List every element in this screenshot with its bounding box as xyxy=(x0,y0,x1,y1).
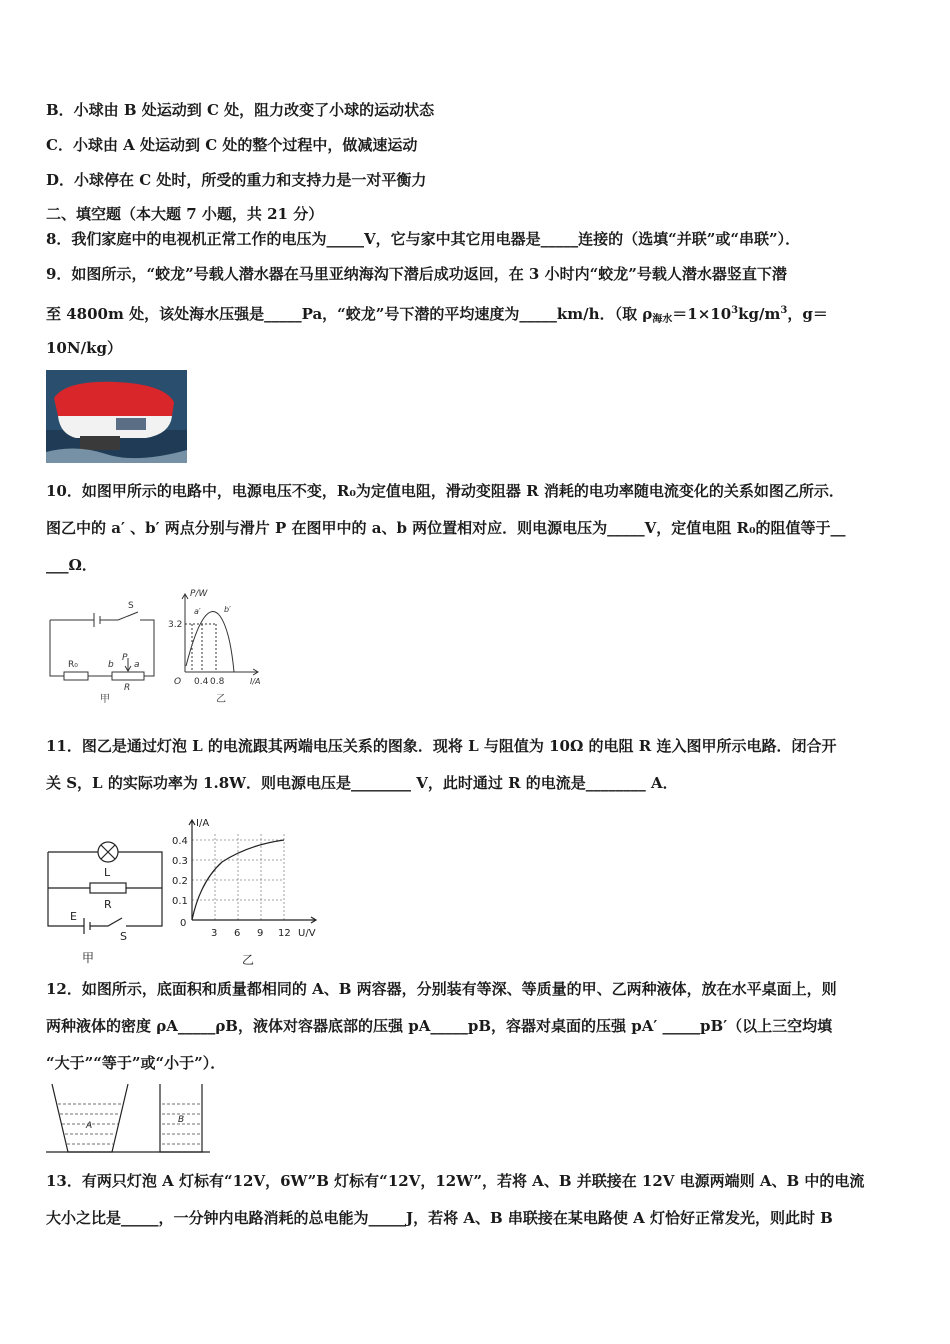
question-13-line-1: 13．有两只灯泡 A 灯标有“12V，6W”B 灯标有“12V，12W”，若将 A、B 并联接在 12V 电源两端则 A、B 中的电流 xyxy=(46,1172,865,1190)
q10-rheostat xyxy=(112,672,144,680)
section-title: 二、填空题（本大题 7 小题，共 21 分） xyxy=(46,205,324,223)
q10-x-axis xyxy=(185,669,258,675)
option-c: C．小球由 A 处运动到 C 处的整个过程中，做减速运动 xyxy=(46,136,418,154)
q9-text-d: ，g＝ xyxy=(787,305,828,323)
q10-circuit-diagram xyxy=(46,596,164,704)
q11-caption-yi: 乙 xyxy=(242,953,255,967)
question-10-line-2: 图乙中的 a′ 、b′ 两点分别与滑片 P 在图甲中的 a、b 两位置相对应．则电源电压为_____V，定值电阻 R₀的阻值等于__ xyxy=(46,519,846,537)
question-12-line-2: 两种液体的密度 ρA_____ρB，液体对容器底部的压强 pA_____pB，容器对桌面的压强 pA′ _____pB′（以上三空均填 xyxy=(46,1017,833,1035)
q9-sub-seawater: 海水 xyxy=(652,314,673,325)
q10-label-p: P xyxy=(122,653,128,663)
submersible-photo xyxy=(46,370,187,463)
q10-label-32: 3.2 xyxy=(168,620,183,630)
question-11-line-2: 关 S，L 的实际功率为 1.8W．则电源电压是________ V，此时通过 R 的电流是________ A． xyxy=(46,774,678,792)
q10-label-bp: b′ xyxy=(224,605,231,614)
q11-label-l: L xyxy=(104,866,111,879)
q11-label-y01: 0.1 xyxy=(172,896,188,907)
q10-label-pw: P/W xyxy=(190,589,208,599)
submersible-window xyxy=(116,418,146,430)
q10-label-04: 0.4 xyxy=(194,677,209,687)
q9-text-b: ＝1×10 xyxy=(672,305,732,323)
q11-label-x3: 3 xyxy=(211,928,218,939)
q11-wires xyxy=(48,852,162,926)
q10-label-a: a xyxy=(134,660,140,670)
q11-label-y03: 0.3 xyxy=(172,856,188,867)
q10-caption-jia: 甲 xyxy=(100,694,110,704)
q11-x-axis xyxy=(192,917,316,923)
q11-resistor xyxy=(90,883,126,893)
question-8: 8．我们家庭中的电视机正常工作的电压为_____V，它与家中其它用电器是_____连接的（选填“并联”或“串联”）． xyxy=(46,230,801,248)
submersible-body xyxy=(58,416,172,438)
submersible-arm xyxy=(80,436,120,450)
question-13-line-2: 大小之比是_____，一分钟内电路消耗的总电能为_____J，若将 A、B 串联接在某电路使 A 灯恰好正常发光，则此时 B xyxy=(46,1209,833,1227)
q10-power-curve xyxy=(186,612,234,672)
q11-label-x9: 9 xyxy=(257,928,264,939)
q10-power-graph xyxy=(168,586,268,708)
q9-sup-2: 3 xyxy=(780,305,788,316)
q12-label-a: A xyxy=(86,1121,93,1131)
question-9-line-2 xyxy=(46,301,828,330)
q11-label-r: R xyxy=(104,898,112,911)
q10-label-r: R xyxy=(124,683,131,693)
option-b: B．小球由 B 处运动到 C 处，阻力改变了小球的运动状态 xyxy=(46,101,435,119)
q11-label-uv: U/V xyxy=(298,928,316,939)
q11-grid xyxy=(192,834,284,920)
q10-label-origin: O xyxy=(174,677,182,687)
q10-label-r0: R₀ xyxy=(68,660,78,670)
q11-label-y04: 0.4 xyxy=(172,836,188,847)
q9-text-c: kg/m xyxy=(738,305,781,323)
q12-containers-diagram xyxy=(46,1082,210,1154)
q10-label-b: b xyxy=(108,660,114,670)
q10-label-ap: a′ xyxy=(194,607,201,616)
q11-label-origin: 0 xyxy=(180,918,187,929)
q11-circuit-diagram xyxy=(44,836,166,966)
q11-y-axis xyxy=(189,820,195,920)
q11-label-ia: I/A xyxy=(196,818,210,829)
q12-label-b: B xyxy=(178,1115,185,1125)
question-12-line-1: 12．如图所示，底面积和质量都相同的 A、B 两容器，分别装有等深、等质量的甲、乙两种液体，放在水平桌面上，则 xyxy=(46,980,837,998)
question-10-line-1: 10．如图甲所示的电路中，电源电压不变，R₀为定值电阻，滑动变阻器 R 消耗的电功率随电流变化的关系如图乙所示． xyxy=(46,482,844,500)
q11-caption-jia: 甲 xyxy=(82,951,95,965)
q11-label-s: S xyxy=(120,930,127,943)
q10-label-ia: I/A xyxy=(250,677,261,686)
question-9-line-1: 9．如图所示，“蛟龙”号载人潜水器在马里亚纳海沟下潜后成功返回，在 3 小时内“蛟龙”号载人潜水器竖直下潜 xyxy=(46,265,787,283)
q9-sup-1: 3 xyxy=(731,305,739,316)
q11-lamp-cross xyxy=(101,845,115,859)
q12-container-a xyxy=(52,1084,128,1152)
q10-label-s: S xyxy=(128,601,134,611)
option-d: D．小球停在 C 处时，所受的重力和支持力是一对平衡力 xyxy=(46,171,427,189)
q11-label-x6: 6 xyxy=(234,928,241,939)
q11-label-e: E xyxy=(70,910,77,923)
question-12-line-3: “大于”“等于”或“小于”）． xyxy=(46,1054,226,1072)
q10-caption-yi: 乙 xyxy=(216,694,226,705)
q10-label-08: 0.8 xyxy=(210,677,225,687)
question-11-line-1: 11．图乙是通过灯泡 L 的电流跟其两端电压关系的图象．现将 L 与阻值为 10Ω 的电阻 R 连入图甲所示电路．闭合开 xyxy=(46,737,837,755)
q11-label-y02: 0.2 xyxy=(172,876,188,887)
question-9-line-3: 10N/kg） xyxy=(46,339,122,357)
q10-guide-lines xyxy=(185,624,216,672)
q10-r0-resistor xyxy=(64,672,88,680)
q11-label-x12: 12 xyxy=(278,928,291,939)
q11-iu-graph xyxy=(170,812,326,968)
question-10-line-3: ___Ω． xyxy=(46,556,97,574)
q9-text-a: 至 4800m 处，该处海水压强是_____Pa，“蛟龙”号下潜的平均速度为_____km/h．（取 ρ xyxy=(46,305,653,323)
